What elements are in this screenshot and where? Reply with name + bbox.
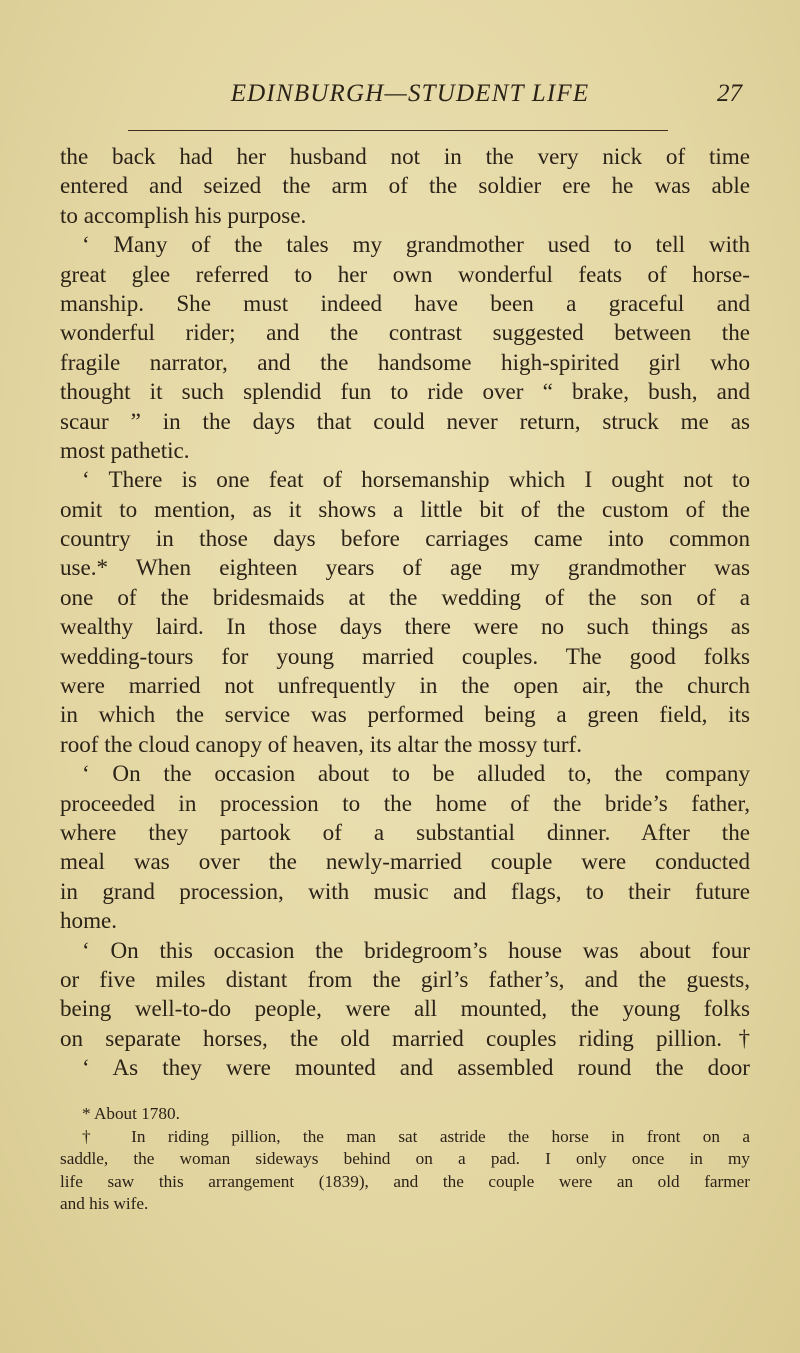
text-line: scaur ” in the days that could never return, struck me as bbox=[60, 407, 750, 434]
text-line: ‘ As they were mounted and assembled round the door bbox=[82, 1054, 750, 1081]
text-line: roof the cloud canopy of heaven, its altar the mossy turf. bbox=[60, 730, 583, 757]
text-line: fragile narrator, and the handsome high-spirited girl who bbox=[60, 348, 750, 375]
text-line: meal was over the newly-married couple were conducted bbox=[60, 848, 750, 875]
text-line: most pathetic. bbox=[60, 436, 190, 463]
text-line: ‘ On the occasion about to be alluded to, the company bbox=[82, 760, 750, 787]
footnote-line: † In riding pillion, the man sat astride the horse in front on a bbox=[82, 1126, 750, 1146]
text-line: wealthy laird. In those days there were no such things as bbox=[60, 613, 750, 640]
text-line: to accomplish his purpose. bbox=[60, 201, 307, 228]
text-line: one of the bridesmaids at the wedding of the son of a bbox=[60, 583, 750, 610]
text-line: in which the service was performed being a green field, its bbox=[60, 701, 750, 728]
footnote-line: life saw this arrangement (1839), and the couple were an old farmer bbox=[60, 1171, 750, 1191]
text-line: thought it such splendid fun to ride over “ brake, bush, and bbox=[60, 378, 750, 405]
text-line: on separate horses, the old married couples riding pillion.† bbox=[60, 1024, 750, 1051]
text-line: where they partook of a substantial dinner. After the bbox=[60, 818, 750, 845]
text-line: omit to mention, as it shows a little bit of the custom of the bbox=[60, 495, 750, 522]
body-text bbox=[60, 142, 750, 1083]
text-line: country in those days before carriages came into common bbox=[60, 525, 750, 552]
text-line: entered and seized the arm of the soldier ere he was able bbox=[60, 172, 750, 199]
footnote-line: saddle, the woman sideways behind on a pad. I only once in my bbox=[60, 1149, 750, 1169]
text-line: wedding-tours for young married couples. The good folks bbox=[60, 642, 750, 669]
text-line: were married not unfrequently in the open air, the church bbox=[60, 672, 750, 699]
text-line: ‘ There is one feat of horsemanship which I ought not to bbox=[82, 466, 750, 493]
footnotes bbox=[60, 1103, 750, 1216]
text-line: the back had her husband not in the very nick of time bbox=[60, 143, 750, 169]
text-line: ‘ On this occasion the bridegroom’s house was about four bbox=[82, 936, 750, 963]
running-head bbox=[60, 80, 760, 120]
footnote-line: and his wife. bbox=[60, 1194, 149, 1214]
running-head-title: EDINBURGH—STUDENT LIFE bbox=[230, 80, 590, 107]
text-line: in grand procession, with music and flags, to their future bbox=[60, 877, 750, 904]
text-line: use.* When eighteen years of age my grandmother was bbox=[60, 554, 750, 581]
text-line: proceeded in procession to the home of the bride’s father, bbox=[60, 789, 750, 816]
text-line: being well-to-do people, were all mounted, the young folks bbox=[60, 995, 750, 1022]
text-line: or five miles distant from the girl’s father’s, and the guests, bbox=[60, 965, 750, 992]
text-line: wonderful rider; and the contrast suggested between the bbox=[60, 319, 750, 346]
page-number: 27 bbox=[717, 80, 742, 107]
text-line: ‘ Many of the tales my grandmother used to tell with bbox=[82, 231, 750, 258]
text-line: great glee referred to her own wonderful feats of horse- bbox=[60, 260, 750, 287]
footnote-line: * About 1780. bbox=[82, 1104, 180, 1123]
header-rule bbox=[128, 130, 668, 131]
text-line: home. bbox=[60, 907, 118, 934]
text-line: manship. She must indeed have been a graceful and bbox=[60, 289, 750, 316]
